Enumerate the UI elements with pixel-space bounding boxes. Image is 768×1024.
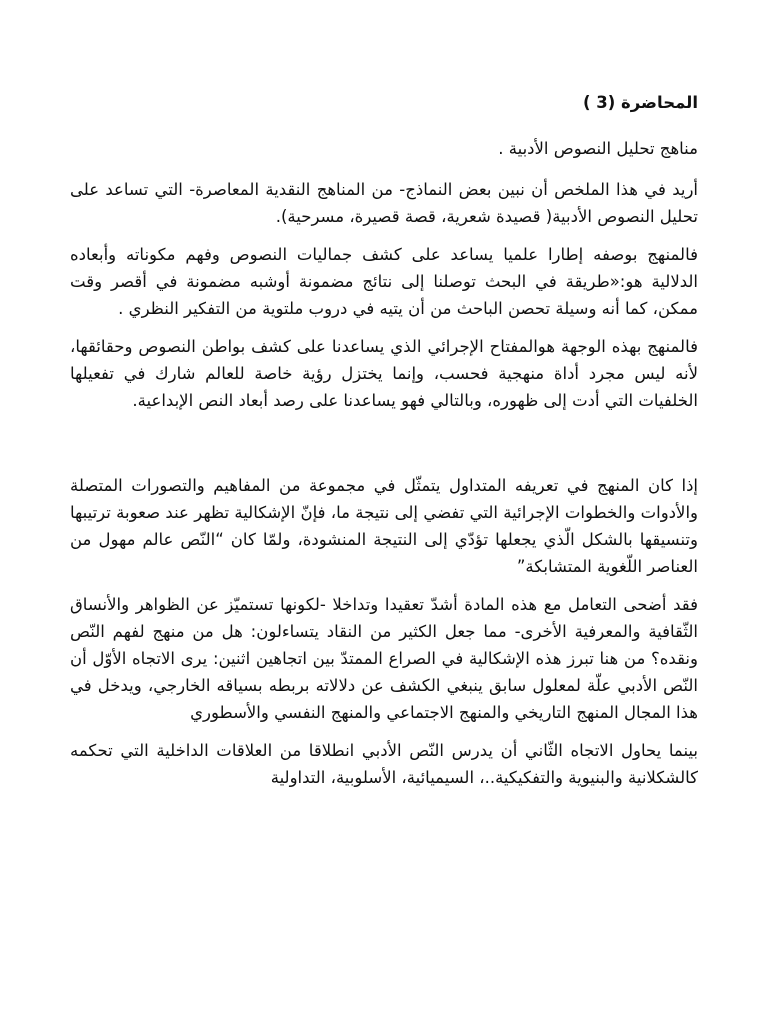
paragraph-subject: مناهج تحليل النصوص الأدبية .	[498, 139, 698, 158]
document-page	[70, 92, 698, 791]
paragraph-method-key: فالمنهج بهذه الوجهة هوالمفتاح الإجرائي الذي يساعدنا على كشف بواطن النصوص وحقائقها، لأنه ليس مجرد أداة منهجية فحسب، وإنما يختزل رؤية خاصة للعالم شارك في تفعيلها الخلفيات التي أدت إلى ظهوره، وبالتالي فهو يساعدنا على رصد أبعاد النص الإبداعية.	[70, 337, 698, 410]
paragraph-two-approaches: فقد أضحى التعامل مع هذه المادة أشدّ تعقيدا وتداخلا -لكونها تستميّز عن الظواهر والأنساق الثّقافية والمعرفية الأخرى- مما جعل الكثير من النقاد يتساءلون: هل من منهج لفهم النّص ونقده؟ من هنا تبرز هذه الإشكالية في الصراع الممتدّ بين اتجاهين اثنين: يرى الاتجاه الأوّل أن النّص الأدبي علّة لمعلول سابق ينبغي الكشف عن دلالاته بربطه بسياقه الخارجي، ويدخل في هذا المجال المنهج التاريخي والمنهج الاجتماعي والمنهج النفسي والأسطوري	[70, 595, 698, 722]
lecture-title: المحاضرة (3 )	[582, 93, 698, 112]
paragraph-intro: أريد في هذا الملخص أن نبين بعض النماذج- من المناهج النقدية المعاصرة- التي تساعد على تحليل النصوص الأدبية( قصيدة شعرية، قصة قصيرة، مسرحية).	[70, 180, 698, 226]
paragraph-method-definition: فالمنهج بوصفه إطارا علميا يساعد على كشف جماليات النصوص وفهم مكوناته وأبعاده الدلالية هو:«طريقة في البحث توصلنا إلى نتائج مضمونة أوشبه مضمونة في أقصر وقت ممكن، كما أنه وسيلة تحصن الباحث من أن يتيه في دروب ملتوية من التفكير النظري .	[70, 245, 698, 318]
paragraph-second-approach: بينما يحاول الاتجاه الثّاني أن يدرس النّص الأدبي انطلاقا من العلاقات الداخلية التي تحكمه كالشكلانية والبنيوية والتفكيكية..، السيميائية، الأسلوبية، التداولية	[70, 741, 698, 787]
paragraph-problem: إذا كان المنهج في تعريفه المتداول يتمثّل في مجموعة من المفاهيم والتصورات المتصلة والأدوات والخطوات الإجرائية التي تفضي إلى نتيجة ما، فإنّ الإشكالية تظهر عند صعوبة ترتيبها وتنسيقها بالشكل الّذي يجعلها تؤدّي إلى النتيجة المنشودة، ولمّا كان “النّص عالم مهول من العناصر اللّغوية المتشابكة”	[70, 476, 698, 576]
